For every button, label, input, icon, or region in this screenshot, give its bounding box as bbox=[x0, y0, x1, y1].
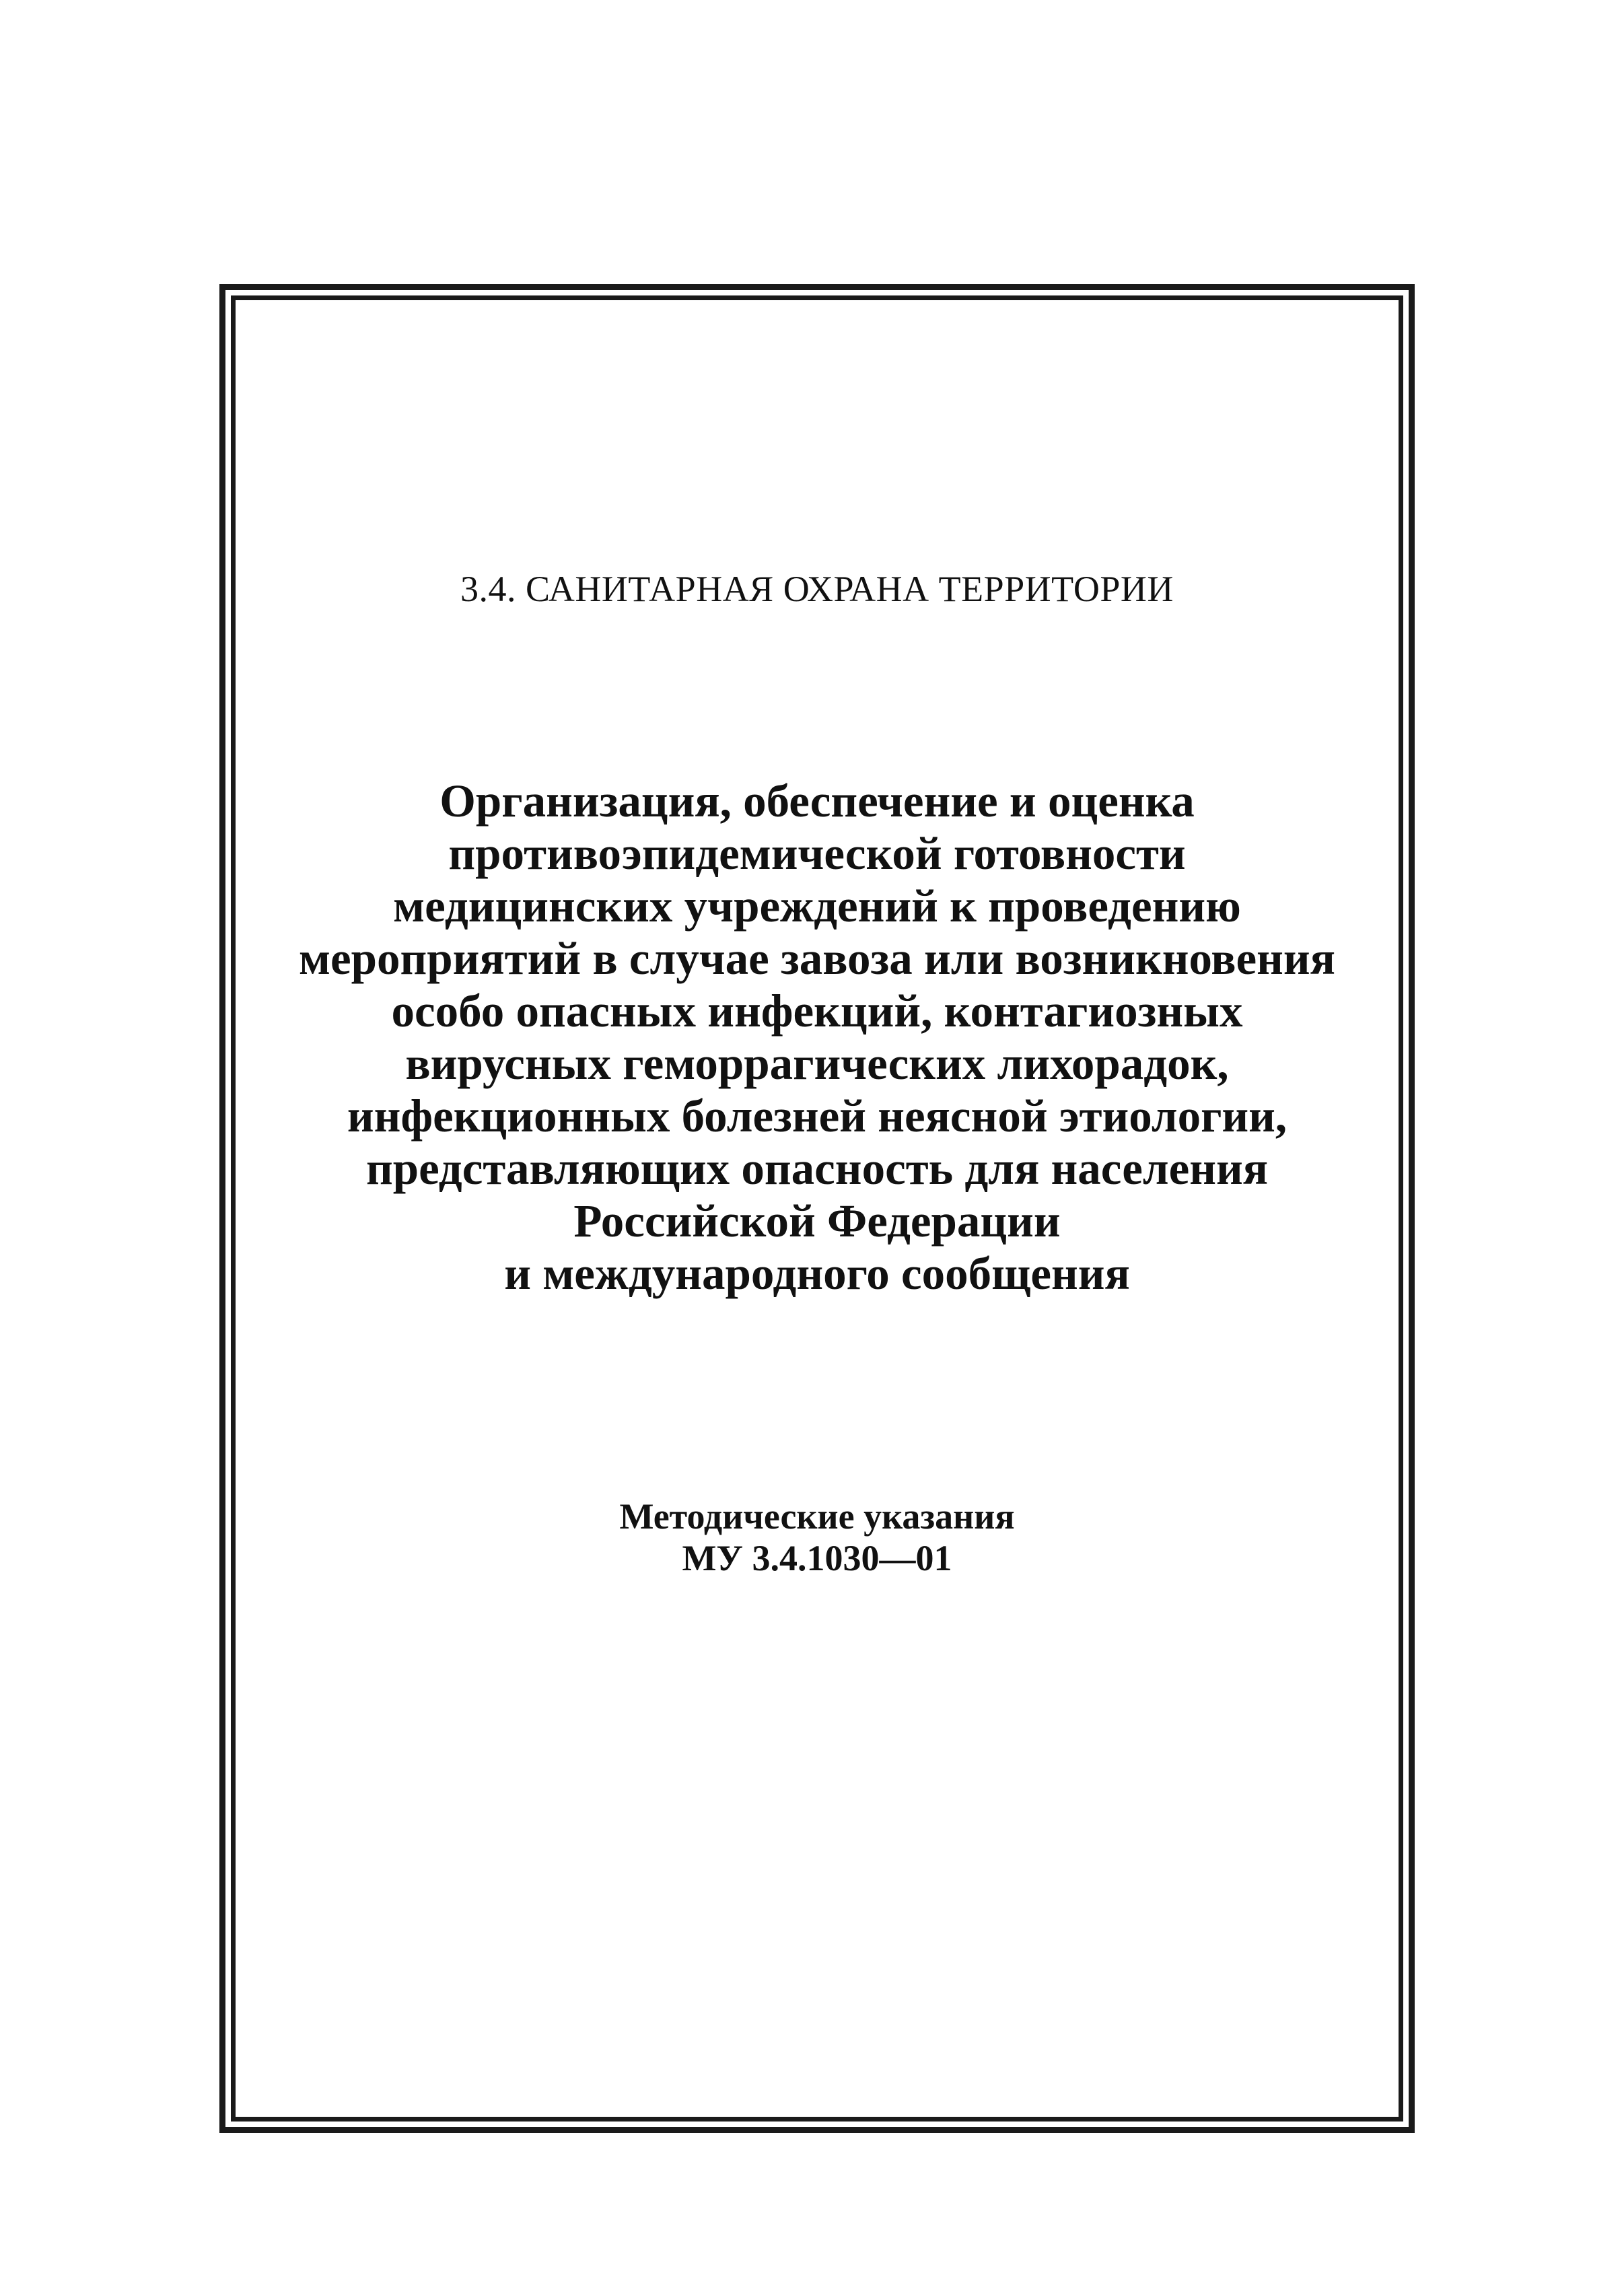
title-line: и международного сообщения bbox=[504, 1248, 1130, 1299]
document-code: МУ 3.4.1030—01 bbox=[682, 1538, 952, 1578]
title-line: Организация, обеспечение и оценка bbox=[439, 775, 1195, 827]
cover-frame bbox=[219, 284, 1415, 2133]
title-line: особо опасных инфекций, контагиозных bbox=[391, 985, 1243, 1037]
title-line: представляющих опасность для населения bbox=[365, 1143, 1269, 1194]
title-line: вирусных геморрагических лихорадок, bbox=[405, 1038, 1229, 1089]
cover-frame-inner bbox=[232, 297, 1402, 2120]
title-line: мероприятий в случае завоза или возникновения bbox=[298, 933, 1336, 984]
section-heading: 3.4. САНИТАРНАЯ ОХРАНА ТЕРРИТОРИИ bbox=[460, 569, 1174, 609]
document-designation bbox=[236, 1496, 1399, 1579]
title-line: Российской Федерации bbox=[573, 1195, 1061, 1247]
document-title bbox=[236, 775, 1399, 1300]
document-type: Методические указания bbox=[619, 1496, 1015, 1537]
title-line: инфекционных болезней неясной этиологии, bbox=[347, 1090, 1287, 1142]
title-line: противоэпидемической готовности bbox=[448, 828, 1186, 879]
title-line: медицинских учреждений к проведению bbox=[393, 880, 1241, 932]
